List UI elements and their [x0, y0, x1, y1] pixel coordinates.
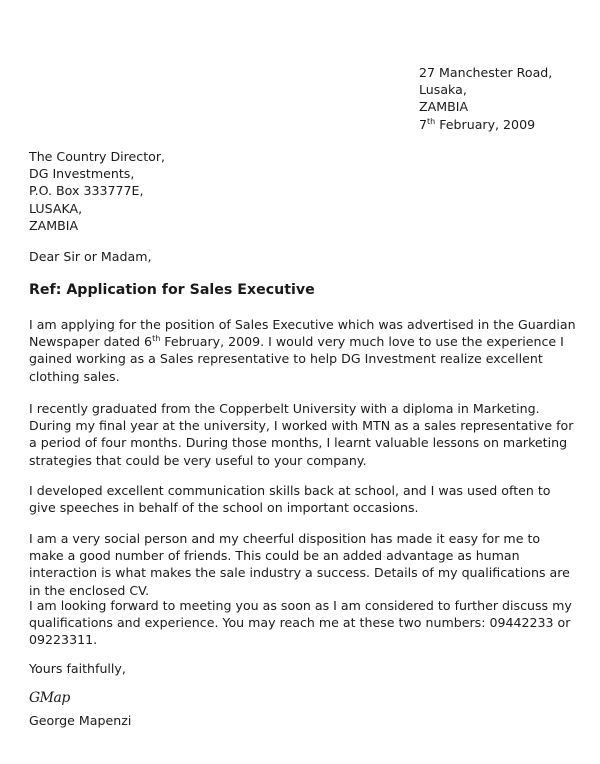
body-paragraph-4: I am a very social person and my cheerful disposition has made it easy for me to make a good number of friends. This could be an added advantage as human interaction is what makes the sale industry a success. Details of my qualifications are in the enclosed CV.: [29, 531, 570, 598]
recipient-company: DG Investments,: [29, 166, 135, 182]
closing: Yours faithfully,: [29, 661, 126, 676]
recipient-city: LUSAKA,: [29, 200, 83, 216]
body-paragraph-3: I developed excellent communication skills back at school, and I was used often to give speeches in behalf of the school on important occasions.: [29, 483, 551, 516]
date-month-year: February, 2009: [435, 116, 536, 132]
date-day: 7: [419, 116, 428, 132]
salutation: Dear Sir or Madam,: [29, 249, 152, 264]
p1-text-a: I am applying for the position of Sales Executive which was advertised in the Guardian Newspaper dated 6: [29, 317, 576, 350]
sender-city: Lusaka,: [419, 82, 467, 98]
sender-country: ZAMBIA: [419, 99, 469, 115]
sender-address: [419, 64, 552, 133]
p1-superscript: th: [152, 334, 161, 344]
signatory-name: George Mapenzi: [29, 713, 132, 728]
recipient-po-box: P.O. Box 333777E,: [29, 183, 144, 199]
reference-line: Ref: Application for Sales Executive: [29, 282, 315, 298]
recipient-country: ZAMBIA: [29, 217, 79, 233]
body-paragraph-5: I am looking forward to meeting you as soon as I am considered to further discuss my qualifications and experience. You may reach me at these two numbers: 09442233 or 09223311.: [29, 598, 572, 648]
body-paragraph-1: [29, 316, 577, 385]
handwritten-signature: GMap: [29, 690, 70, 706]
sender-street: 27 Manchester Road,: [419, 65, 553, 80]
p1-text-b: February, 2009. I would very much love to use the experience I gained working as a Sales representative to help DG Investment realize excellent clothing sales.: [29, 334, 564, 384]
recipient-address: [29, 148, 165, 234]
body-paragraph-2: I recently graduated from the Copperbelt University with a diploma in Marketing. During my final year at the university, I worked with MTN as a sales representative for a period of four months. During those months, I learnt valuable lessons on marketing strategies that could be very useful to your company.: [29, 401, 574, 468]
date-suffix: th: [427, 116, 436, 126]
recipient-title: The Country Director,: [29, 149, 166, 164]
letter-date: [419, 116, 552, 133]
